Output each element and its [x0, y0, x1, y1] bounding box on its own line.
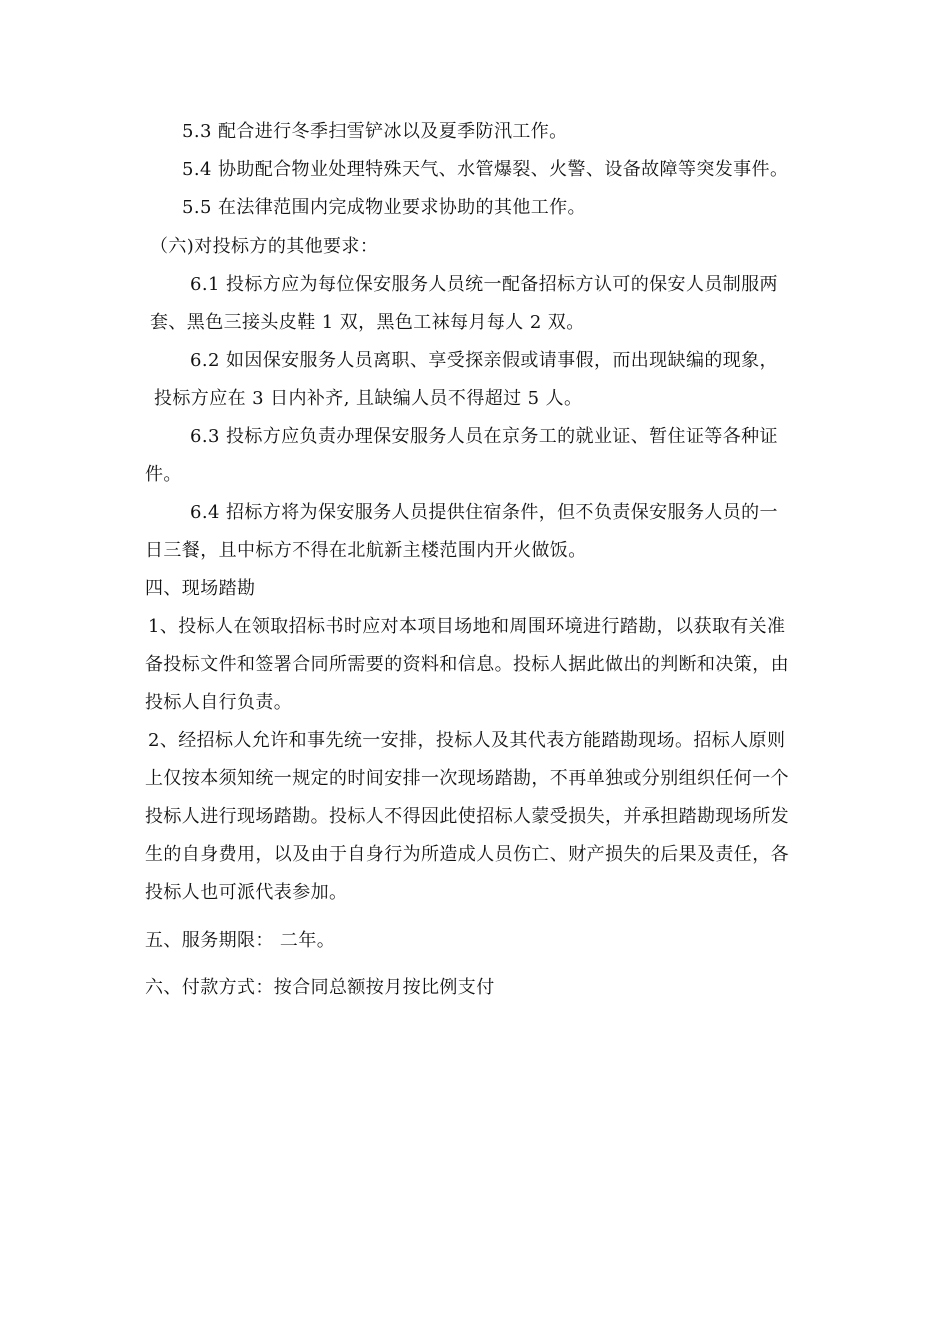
item-6-2-line-1: 6.2 如因保安服务人员离职、享受探亲假或请事假，而出现缺编的现象， — [190, 350, 778, 371]
item-6-4-line-2: 日三餐，且中标方不得在北航新主楼范围内开火做饭。 — [145, 540, 587, 561]
para-4-2-line-3: 投标人进行现场踏勘。投标人不得因此使招标人蒙受损失，并承担踏勘现场所发 — [145, 806, 789, 827]
item-6-3-line-2: 件。 — [145, 464, 182, 485]
para-4-2-line-4: 生的自身费用，以及由于自身行为所造成人员伤亡、财产损失的后果及责任，各 — [145, 844, 789, 865]
section-6-heading: （六)对投标方的其他要求： — [150, 236, 379, 257]
item-5-3: 5.3 配合进行冬季扫雪铲冰以及夏季防汛工作。 — [182, 121, 568, 142]
section-6-payment-method: 六、付款方式：按合同总额按月按比例支付 — [145, 977, 495, 998]
para-4-2-line-2: 上仅按本须知统一规定的时间安排一次现场踏勘，不再单独或分别组织任何一个 — [145, 768, 789, 789]
section-4-heading: 四、现场踏勘 — [145, 578, 256, 599]
para-4-2-line-5: 投标人也可派代表参加。 — [145, 882, 348, 903]
item-6-2-line-2: 投标方应在 3 日内补齐, 且缺编人员不得超过 5 人。 — [154, 388, 583, 409]
para-4-1-line-1: 1、投标人在领取招标书时应对本项目场地和周围环境进行踏勘，以获取有关准 — [148, 616, 786, 637]
item-6-1-line-2: 套、黑色三接头皮鞋 1 双，黑色工袜每月每人 2 双。 — [150, 312, 585, 333]
item-5-5: 5.5 在法律范围内完成物业要求协助的其他工作。 — [182, 197, 586, 218]
item-6-1-line-1: 6.1 投标方应为每位保安服务人员统一配备招标方认可的保安人员制服两 — [190, 274, 778, 295]
para-4-1-line-3: 投标人自行负责。 — [145, 692, 293, 713]
para-4-2-line-1: 2、经招标人允许和事先统一安排，投标人及其代表方能踏勘现场。招标人原则 — [148, 730, 786, 751]
para-4-1-line-2: 备投标文件和签署合同所需要的资料和信息。投标人据此做出的判断和决策，由 — [145, 654, 789, 675]
item-6-4-line-1: 6.4 招标方将为保安服务人员提供住宿条件，但不负责保安服务人员的一 — [190, 502, 778, 523]
item-5-4: 5.4 协助配合物业处理特殊天气、水管爆裂、火警、设备故障等突发事件。 — [182, 159, 789, 180]
item-6-3-line-1: 6.3 投标方应负责办理保安服务人员在京务工的就业证、暂住证等各种证 — [190, 426, 778, 447]
section-5-service-period: 五、服务期限： 二年。 — [145, 930, 336, 951]
